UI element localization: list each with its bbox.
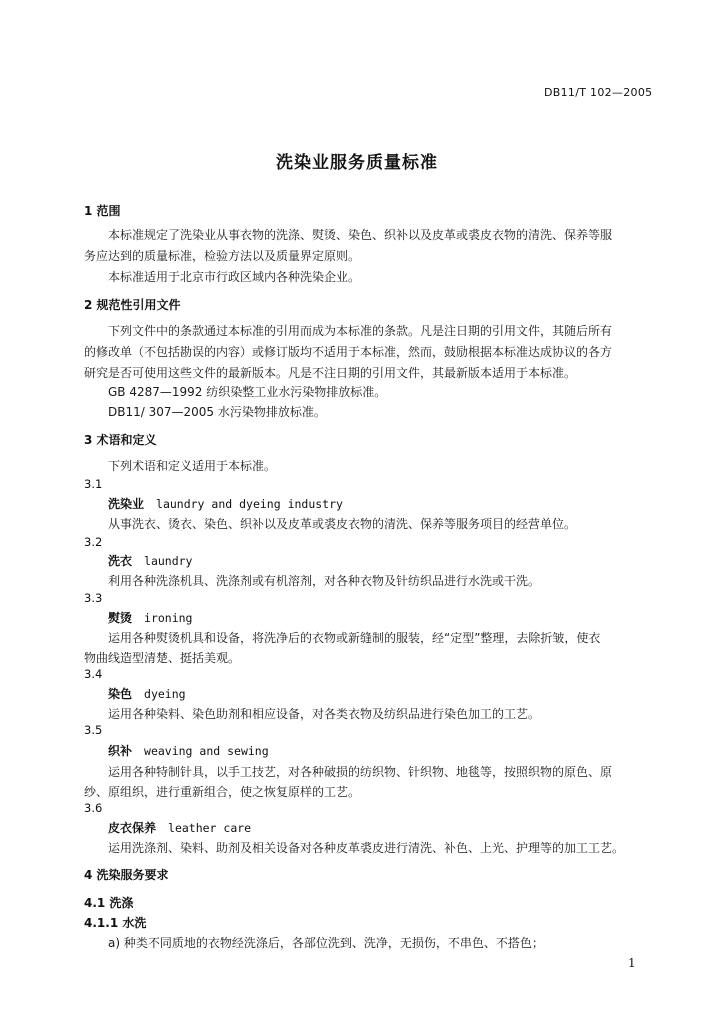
term-heading bbox=[108, 552, 192, 569]
term-number: 3.4 bbox=[84, 667, 103, 681]
subsection-4-1-heading: 4.1 洗涤 bbox=[84, 896, 134, 910]
term-en: leather care bbox=[168, 821, 252, 835]
section-2-line: 的修改单（不包括勘误的内容）或修订版均不适用于本标准，然而，鼓励根据本标准达成协议的各方 bbox=[84, 345, 613, 359]
reference-db11-307: DB11/ 307—2005 水污染物排放标准。 bbox=[108, 405, 326, 419]
term-en: dyeing bbox=[144, 687, 186, 701]
term-number: 3.1 bbox=[84, 477, 103, 491]
term-number: 3.3 bbox=[84, 591, 103, 605]
term-en: weaving and sewing bbox=[144, 744, 269, 758]
term-number: 3.2 bbox=[84, 535, 103, 549]
term-cn: 染色 bbox=[108, 687, 133, 701]
section-2-line: 下列文件中的条款通过本标准的引用而成为本标准的条款。凡是注日期的引用文件，其随后所有 bbox=[108, 324, 613, 338]
section-1-line: 本标准规定了洗染业从事衣物的洗涤、熨烫、染色、织补以及皮革或裘皮衣物的清洗、保养等服 bbox=[108, 228, 613, 242]
list-item-a: a) 种类不同质地的衣物经洗涤后，各部位洗到、洗净，无损伤，不串色、不搭色； bbox=[108, 936, 544, 950]
term-heading bbox=[108, 609, 192, 626]
term-cn: 洗染业 bbox=[108, 497, 145, 511]
term-cn: 皮衣保养 bbox=[108, 821, 157, 835]
term-definition: 运用洗涤剂、染料、助剂及相关设备对各种皮革裘皮进行清洗、补色、上光、护理等的加工工艺。 bbox=[108, 841, 625, 855]
term-definition: 从事洗衣、烫衣、染色、织补以及皮革或裘皮衣物的清洗、保养等服务项目的经营单位。 bbox=[108, 517, 577, 531]
term-number: 3.6 bbox=[84, 801, 103, 815]
section-2-line: 研究是否可使用这些文件的最新版本。凡是不注日期的引用文件，其最新版本适用于本标准。 bbox=[84, 366, 577, 380]
term-cn: 洗衣 bbox=[108, 554, 133, 568]
term-number: 3.5 bbox=[84, 723, 103, 737]
term-definition: 运用各种染料、染色助剂和相应设备，对各类衣物及纺织品进行染色加工的工艺。 bbox=[108, 707, 541, 721]
term-definition: 纱、原组织，进行重新组合，使之恢复原样的工艺。 bbox=[84, 785, 361, 799]
term-heading bbox=[108, 685, 186, 702]
page-title: 洗染业服务质量标准 bbox=[276, 153, 438, 173]
document-number: DB11/T 102—2005 bbox=[544, 86, 653, 99]
section-3-intro: 下列术语和定义适用于本标准。 bbox=[108, 459, 277, 473]
reference-gb4287: GB 4287—1992 纺织染整工业水污染物排放标准。 bbox=[108, 385, 387, 399]
term-heading bbox=[108, 819, 251, 836]
term-definition: 物曲线造型清楚、挺括美观。 bbox=[84, 651, 241, 665]
page-number: 1 bbox=[628, 956, 636, 970]
term-definition: 利用各种洗涤机具、洗涤剂或有机溶剂，对各种衣物及针纺织品进行水洗或干洗。 bbox=[108, 574, 541, 588]
section-3-heading: 3 术语和定义 bbox=[84, 433, 157, 447]
section-1-line: 本标准适用于北京市行政区域内各种洗染企业。 bbox=[108, 270, 361, 284]
subsection-4-1-1-heading: 4.1.1 水洗 bbox=[84, 916, 147, 930]
term-en: ironing bbox=[144, 611, 193, 625]
section-1-heading: 1 范围 bbox=[84, 204, 121, 218]
term-cn: 织补 bbox=[108, 744, 133, 758]
term-definition: 运用各种特制针具，以手工技艺，对各种破损的纺织物、针织物、地毯等，按照织物的原色、原 bbox=[108, 765, 613, 779]
section-1-line: 务应达到的质量标准，检验方法以及质量界定原则。 bbox=[84, 249, 361, 263]
term-definition: 运用各种熨烫机具和设备，将洗净后的衣物或新缝制的服装，经“定型”整理，去除折皱，使衣 bbox=[108, 631, 601, 645]
term-cn: 熨烫 bbox=[108, 611, 133, 625]
term-heading bbox=[108, 742, 269, 759]
section-4-heading: 4 洗染服务要求 bbox=[84, 868, 169, 882]
term-en: laundry bbox=[144, 554, 193, 568]
section-2-heading: 2 规范性引用文件 bbox=[84, 298, 181, 312]
term-heading bbox=[108, 495, 343, 512]
term-en: laundry and dyeing industry bbox=[156, 497, 343, 511]
